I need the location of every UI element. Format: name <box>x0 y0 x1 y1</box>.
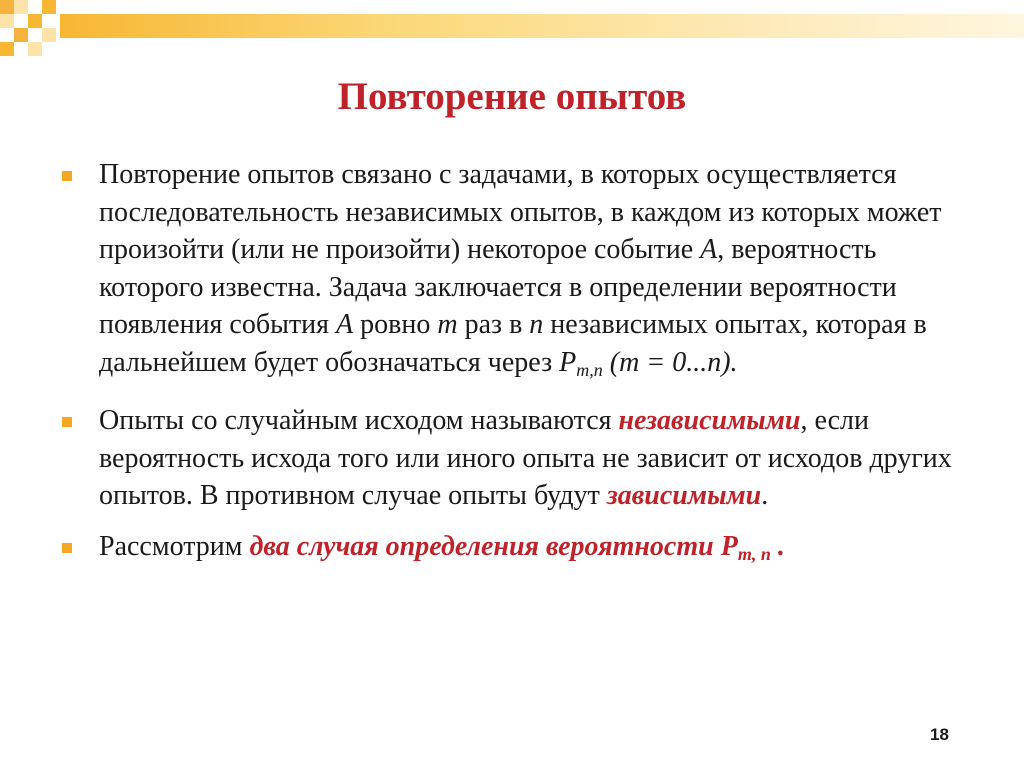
probability-symbol: P <box>559 346 577 378</box>
text-segment: . <box>761 480 769 511</box>
probability-notation <box>559 347 737 378</box>
variable-m: m <box>437 309 458 340</box>
text-segment: раз в <box>457 309 530 340</box>
square-bullet-icon <box>62 171 72 181</box>
header-gradient-bar <box>60 14 1024 38</box>
text-segment: . <box>770 530 785 562</box>
index-range: (m = 0...n). <box>602 346 738 378</box>
deco-square <box>14 0 28 14</box>
deco-square <box>42 0 56 14</box>
variable-n: n <box>529 309 544 340</box>
text-segment: , вероятность которого известна. Задача заключается в определении вероятности появления события <box>99 234 897 340</box>
text-segment: Опыты со случайным исходом называются <box>99 405 619 436</box>
page-number: 18 <box>930 725 949 744</box>
header-decoration <box>0 0 1024 70</box>
slide-content <box>62 156 962 586</box>
highlighted-phrase: два случая определения вероятности P <box>249 530 738 562</box>
variable-a: A <box>700 234 718 265</box>
text-segment: Повторение опытов связано с задачами, в которых осуществляется последовательность независимых опытов, в каждом из которых может произойти (или не произойти) некоторое событие <box>99 159 942 265</box>
deco-square <box>28 42 42 56</box>
term-dependent: зависимыми <box>606 480 762 511</box>
bullet-item-3 <box>62 528 962 574</box>
deco-square <box>42 28 56 42</box>
deco-square <box>0 0 14 14</box>
text-segment: Рассмотрим <box>99 530 250 562</box>
slide-title: Повторение опытов <box>337 75 687 118</box>
term-independent: независимыми <box>618 405 801 436</box>
square-bullet-icon <box>62 417 72 427</box>
deco-square <box>14 28 28 42</box>
deco-square <box>28 14 42 28</box>
probability-subscript: m, n <box>737 543 771 564</box>
variable-a: A <box>336 309 354 340</box>
text-segment: независимых опытах, которая в дальнейшем будет обозначаться через <box>99 309 927 378</box>
deco-square <box>0 42 14 56</box>
deco-square <box>0 14 14 28</box>
square-bullet-icon <box>62 543 72 553</box>
text-segment: , если вероятность исхода того или иного опыта не зависит от исходов других опытов. В противном случае опыты будут <box>99 405 952 511</box>
bullet-item-1 <box>62 156 962 389</box>
text-segment: ровно <box>353 309 438 340</box>
bullet-item-2 <box>62 402 962 515</box>
probability-subscript: m,n <box>576 359 603 380</box>
